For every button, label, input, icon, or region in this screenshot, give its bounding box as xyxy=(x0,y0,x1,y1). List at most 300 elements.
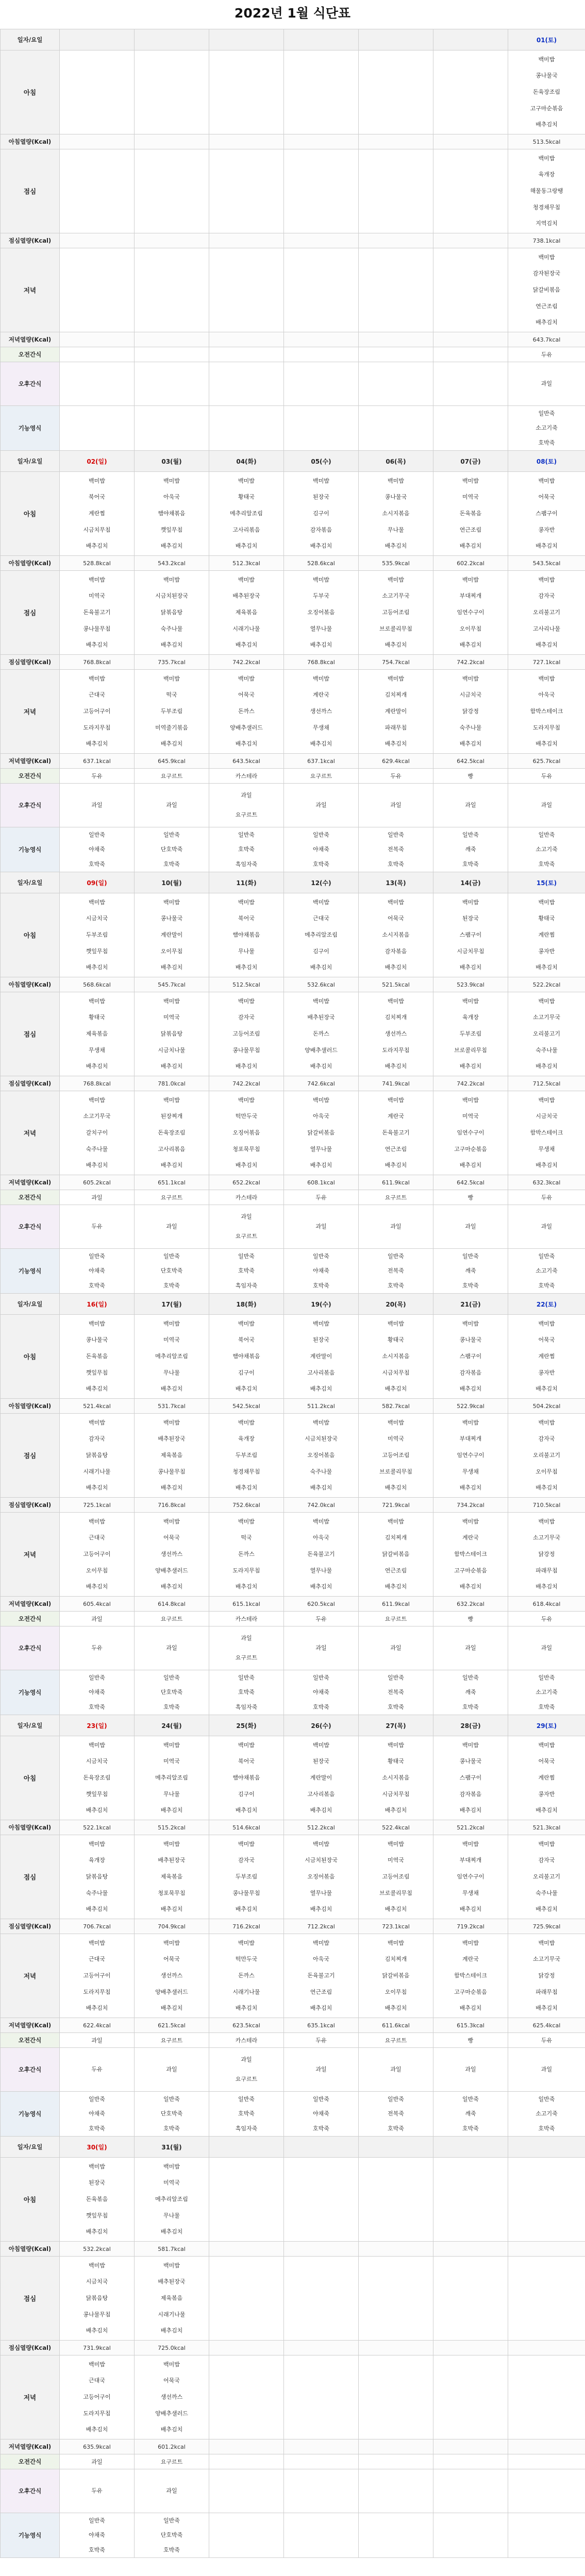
menu-item: 고등어구이 xyxy=(83,1972,111,1979)
menu-item: 배추김치 xyxy=(310,1906,332,1913)
menu-items xyxy=(359,2469,433,2513)
menu-items xyxy=(433,784,508,827)
menu-item: 백미밥 xyxy=(163,1939,180,1946)
row-label: 기능영식 xyxy=(1,1249,60,1294)
lunch-cell xyxy=(508,2257,585,2341)
dessert-cell xyxy=(135,2048,209,2092)
snack-cell: 두유 xyxy=(60,769,135,784)
breakfast-cell xyxy=(135,893,209,977)
menu-item: 오징어볶음 xyxy=(232,1129,260,1136)
menu-items xyxy=(433,992,508,1076)
lunch-cell xyxy=(433,2257,508,2341)
row-snack xyxy=(1,347,585,362)
menu-items xyxy=(433,2469,508,2513)
dinner-cell xyxy=(60,670,135,754)
menu-item: 흑임자죽 xyxy=(235,2125,258,2132)
lunch-cell xyxy=(284,2257,359,2341)
menu-items xyxy=(209,784,283,827)
row-label: 점심열량(Kcal) xyxy=(1,2341,60,2355)
menu-items xyxy=(60,1835,134,1919)
menu-items xyxy=(135,571,209,654)
dinner-cell xyxy=(209,670,284,754)
dinner-cell xyxy=(508,1513,585,1597)
kcal-cell: 727.1kcal xyxy=(508,655,585,670)
menu-item: 백미밥 xyxy=(388,576,404,583)
menu-item: 무생채 xyxy=(462,1468,479,1475)
menu-items xyxy=(60,406,134,450)
menu-item: 배추김치 xyxy=(235,2005,258,2012)
menu-items xyxy=(433,827,508,872)
menu-items xyxy=(508,2257,585,2340)
menu-item: 지역김치 xyxy=(536,220,558,227)
date-cell xyxy=(209,2137,284,2158)
row-dinner xyxy=(1,1934,585,2018)
row-label: 점심열량(Kcal) xyxy=(1,1498,60,1513)
menu-item: 배추김치 xyxy=(160,2005,183,2012)
dessert-cell xyxy=(60,1626,135,1670)
menu-items xyxy=(209,1626,283,1670)
menu-item: 고구마순볶음 xyxy=(454,1988,487,1995)
dinner-cell xyxy=(433,1513,508,1597)
menu-items xyxy=(209,2469,283,2513)
menu-items xyxy=(359,2158,433,2241)
menu-items xyxy=(433,1513,508,1596)
date-cell: 29(토) xyxy=(508,1715,585,1736)
menu-item: 떡국 xyxy=(166,691,177,699)
row-breakfast xyxy=(1,50,585,134)
menu-item: 단호박죽 xyxy=(160,1689,183,1696)
lunch-cell xyxy=(60,571,135,655)
menu-item: 백미밥 xyxy=(238,1320,255,1327)
menu-item: 두부조림 xyxy=(235,1451,258,1459)
menu-item: 백미밥 xyxy=(89,1419,105,1426)
menu-items xyxy=(508,362,585,405)
menu-item: 김치찌개 xyxy=(385,691,407,699)
menu-item: 백미밥 xyxy=(163,1419,180,1426)
menu-item: 떡만두국 xyxy=(235,1113,258,1120)
menu-items xyxy=(135,2355,209,2439)
menu-item: 닭볶음탕 xyxy=(86,1451,108,1459)
kcal-cell: 625.7kcal xyxy=(508,754,585,769)
menu-items xyxy=(209,670,283,753)
date-cell: 06(목) xyxy=(359,451,433,472)
kcal-cell xyxy=(284,2341,359,2355)
menu-items xyxy=(508,1934,585,2018)
func-cell xyxy=(359,2092,433,2137)
menu-item: 함박스테이크 xyxy=(454,1972,487,1979)
kcal-cell: 620.5kcal xyxy=(284,1597,359,1612)
menu-item: 백미밥 xyxy=(89,675,105,682)
kcal-cell xyxy=(135,134,209,149)
dinner-cell xyxy=(359,1934,433,2018)
kcal-cell: 511.2kcal xyxy=(284,1399,359,1414)
menu-item: 고구마순볶음 xyxy=(454,1145,487,1153)
kcal-cell: 742.2kcal xyxy=(433,655,508,670)
func-cell xyxy=(209,827,284,872)
menu-item: 백미밥 xyxy=(538,1096,555,1104)
menu-item: 백미밥 xyxy=(538,253,555,261)
snack-cell: 요구르트 xyxy=(135,769,209,784)
menu-item: 고구마순볶음 xyxy=(530,105,563,112)
menu-items xyxy=(359,784,433,827)
menu-item: 배추김치 xyxy=(536,1162,558,1169)
row-label: 아침 xyxy=(1,472,60,556)
menu-item: 돈육볶음 xyxy=(86,1352,108,1360)
menu-item: 해물동그랑땡 xyxy=(530,187,563,194)
menu-item: 호박죽 xyxy=(89,2546,105,2553)
row-label: 기능영식 xyxy=(1,2092,60,2137)
menu-items xyxy=(135,2257,209,2340)
menu-item: 닭갈비볶음 xyxy=(532,286,561,293)
menu-item: 과일 xyxy=(241,792,252,799)
menu-items xyxy=(209,2257,283,2340)
func-cell xyxy=(433,1249,508,1294)
menu-item: 배추김치 xyxy=(160,641,183,649)
row-label: 오전간식 xyxy=(1,1612,60,1626)
menu-item: 부대찌개 xyxy=(459,1435,482,1443)
kcal-cell: 618.4kcal xyxy=(508,1597,585,1612)
menu-item: 미역국 xyxy=(388,1857,404,1864)
menu-item: 미역국 xyxy=(462,494,479,501)
menu-item: 오리불고기 xyxy=(532,608,561,616)
kcal-cell: 781.0kcal xyxy=(135,1076,209,1091)
breakfast-cell xyxy=(508,50,585,134)
menu-item: 배추김치 xyxy=(235,1484,258,1492)
menu-item: 숙주나물 xyxy=(86,1889,108,1896)
row-date xyxy=(1,1715,585,1736)
row-dessert xyxy=(1,1205,585,1249)
dinner-cell xyxy=(60,248,135,332)
menu-item: 양배추샐러드 xyxy=(230,724,263,731)
menu-items xyxy=(60,1414,134,1497)
menu-item: 백미밥 xyxy=(163,2361,180,2368)
menu-items xyxy=(284,1315,358,1398)
dinner-cell xyxy=(508,670,585,754)
menu-item: 배추김치 xyxy=(86,1484,108,1492)
date-cell: 23(일) xyxy=(60,1715,135,1736)
dinner-cell xyxy=(433,670,508,754)
date-cell: 16(일) xyxy=(60,1294,135,1315)
menu-items xyxy=(135,893,209,977)
menu-item: 부대찌개 xyxy=(459,1857,482,1864)
menu-item: 호박죽 xyxy=(462,2125,479,2132)
menu-item: 떡만두국 xyxy=(235,1956,258,1963)
snack-cell: 과일 xyxy=(60,1612,135,1626)
menu-item: 배추김치 xyxy=(235,1583,258,1590)
menu-item: 과일 xyxy=(241,1213,252,1221)
lunch-cell xyxy=(433,1835,508,1919)
menu-item: 황태국 xyxy=(388,1758,404,1765)
menu-item: 시래기나물 xyxy=(83,1468,111,1475)
dinner-cell xyxy=(359,1513,433,1597)
menu-item: 배추김치 xyxy=(459,641,482,649)
kcal-cell: 545.7kcal xyxy=(135,977,209,992)
menu-item: 연근조림 xyxy=(459,526,482,533)
menu-item: 백미밥 xyxy=(89,1320,105,1327)
menu-items xyxy=(209,1091,283,1175)
snack-cell xyxy=(508,2454,585,2469)
menu-items xyxy=(135,1091,209,1175)
row-date xyxy=(1,1294,585,1315)
row-dessert xyxy=(1,362,585,406)
menu-items xyxy=(433,1205,508,1248)
menu-item: 배추된장국 xyxy=(158,1435,186,1443)
menu-item: 감자볶음 xyxy=(310,526,332,533)
menu-item: 호박죽 xyxy=(163,2125,180,2132)
menu-item: 백미밥 xyxy=(538,576,555,583)
row-label: 점심 xyxy=(1,1414,60,1498)
menu-item: 연근조림 xyxy=(385,1567,407,1574)
menu-item: 깨죽 xyxy=(465,846,476,853)
menu-items xyxy=(284,893,358,977)
menu-items xyxy=(284,1736,358,1820)
menu-item: 황태국 xyxy=(238,494,255,501)
row-dinner-kcal xyxy=(1,2018,585,2033)
menu-item: 배추김치 xyxy=(86,1906,108,1913)
breakfast-cell xyxy=(209,893,284,977)
row-lunch-kcal xyxy=(1,2341,585,2355)
date-cell xyxy=(284,29,359,50)
snack-cell: 두유 xyxy=(508,1190,585,1205)
row-label: 아침 xyxy=(1,2158,60,2242)
menu-item: 백미밥 xyxy=(538,56,555,63)
menu-item: 배추김치 xyxy=(86,543,108,550)
kcal-cell xyxy=(433,134,508,149)
menu-item: 임연수구이 xyxy=(457,608,484,616)
row-dinner-kcal xyxy=(1,754,585,769)
menu-item: 배추김치 xyxy=(536,1484,558,1492)
date-cell: 21(금) xyxy=(433,1294,508,1315)
lunch-cell xyxy=(209,1414,284,1498)
menu-item: 제육볶음 xyxy=(86,1030,108,1037)
kcal-cell: 734.2kcal xyxy=(433,1498,508,1513)
date-cell: 18(화) xyxy=(209,1294,284,1315)
menu-item: 호박죽 xyxy=(538,860,555,868)
menu-item: 백미밥 xyxy=(238,1939,255,1946)
date-cell: 13(목) xyxy=(359,872,433,893)
menu-item: 돈육볶음 xyxy=(86,2195,108,2202)
menu-items xyxy=(508,406,585,450)
menu-item: 백미밥 xyxy=(163,2262,180,2269)
breakfast-cell xyxy=(209,1315,284,1399)
menu-items xyxy=(359,1315,433,1398)
menu-items xyxy=(135,1315,209,1398)
menu-item: 김치찌개 xyxy=(385,1956,407,1963)
menu-item: 콩자반 xyxy=(538,526,555,533)
menu-item: 깨죽 xyxy=(465,1689,476,1696)
menu-item: 배추김치 xyxy=(459,1906,482,1913)
kcal-cell xyxy=(359,2242,433,2257)
menu-item: 배추김치 xyxy=(86,641,108,649)
menu-item: 과일 xyxy=(166,802,177,808)
kcal-cell xyxy=(209,2341,284,2355)
lunch-cell xyxy=(433,992,508,1076)
menu-items xyxy=(60,784,134,827)
kcal-cell: 622.4kcal xyxy=(60,2018,135,2033)
kcal-cell: 605.2kcal xyxy=(60,1175,135,1190)
kcal-cell xyxy=(60,332,135,347)
row-label: 오후간식 xyxy=(1,2469,60,2513)
kcal-cell: 632.3kcal xyxy=(508,1175,585,1190)
menu-item: 배추김치 xyxy=(459,2005,482,2012)
menu-item: 일반죽 xyxy=(462,831,479,838)
breakfast-cell xyxy=(284,472,359,556)
menu-items xyxy=(508,149,585,233)
lunch-cell xyxy=(284,1414,359,1498)
kcal-cell: 532.6kcal xyxy=(284,977,359,992)
menu-item: 두부조림 xyxy=(160,707,183,715)
menu-item: 배추김치 xyxy=(160,543,183,550)
func-cell xyxy=(508,1670,585,1715)
row-label: 오전간식 xyxy=(1,347,60,362)
menu-item: 시금치된장국 xyxy=(155,592,188,600)
menu-item: 백미밥 xyxy=(538,675,555,682)
row-lunch xyxy=(1,1835,585,1919)
snack-cell: 카스테라 xyxy=(209,1190,284,1205)
kcal-cell: 754.7kcal xyxy=(359,655,433,670)
kcal-cell: 625.4kcal xyxy=(508,2018,585,2033)
menu-item: 백미밥 xyxy=(388,1840,404,1848)
dinner-cell xyxy=(433,2355,508,2439)
menu-items xyxy=(135,1736,209,1820)
menu-items xyxy=(135,784,209,827)
menu-item: 근대국 xyxy=(89,1956,105,1963)
row-label: 오후간식 xyxy=(1,2048,60,2092)
menu-item: 오이무침 xyxy=(536,1468,558,1475)
menu-item: 배추김치 xyxy=(385,641,407,649)
menu-item: 백미밥 xyxy=(462,477,479,484)
dessert-cell xyxy=(135,1626,209,1670)
menu-item: 야채죽 xyxy=(89,2110,105,2117)
menu-item: 감자국 xyxy=(538,1857,555,1864)
menu-item: 북어국 xyxy=(238,915,255,922)
date-cell: 20(목) xyxy=(359,1294,433,1315)
menu-items xyxy=(433,1414,508,1497)
row-label: 일자/요일 xyxy=(1,1715,60,1736)
menu-item: 전복죽 xyxy=(388,1689,404,1696)
kcal-cell: 521.2kcal xyxy=(433,1820,508,1835)
row-label: 아침열량(Kcal) xyxy=(1,977,60,992)
menu-item: 배추김치 xyxy=(86,1807,108,1814)
lunch-cell xyxy=(508,571,585,655)
snack-cell xyxy=(433,347,508,362)
menu-items xyxy=(209,472,283,555)
menu-item: 미역국 xyxy=(388,1435,404,1443)
menu-item: 백미밥 xyxy=(163,1840,180,1848)
dessert-cell xyxy=(508,1626,585,1670)
menu-items xyxy=(284,670,358,753)
snack-cell: 빵 xyxy=(433,769,508,784)
menu-item: 백미밥 xyxy=(388,1096,404,1104)
snack-cell: 카스테라 xyxy=(209,769,284,784)
menu-item: 단호박죽 xyxy=(160,2532,183,2538)
kcal-cell xyxy=(284,332,359,347)
menu-item: 전복죽 xyxy=(388,2110,404,2117)
kcal-cell xyxy=(433,2341,508,2355)
lunch-cell xyxy=(135,992,209,1076)
func-cell xyxy=(359,1670,433,1715)
menu-item: 소고기죽 xyxy=(536,1689,558,1696)
menu-items xyxy=(359,670,433,753)
row-dinner xyxy=(1,2355,585,2439)
func-cell xyxy=(433,1670,508,1715)
lunch-cell xyxy=(508,992,585,1076)
menu-items xyxy=(359,1513,433,1596)
kcal-cell xyxy=(209,2439,284,2454)
menu-item: 단호박죽 xyxy=(160,1267,183,1274)
menu-item: 연근조림 xyxy=(536,302,558,310)
menu-item: 햄야채볶음 xyxy=(232,1774,260,1781)
menu-items xyxy=(209,1513,283,1596)
menu-item: 과일 xyxy=(241,1635,252,1642)
breakfast-cell xyxy=(359,893,433,977)
menu-items xyxy=(135,362,209,405)
menu-item: 배추김치 xyxy=(459,1385,482,1393)
menu-item: 흑임자죽 xyxy=(235,1703,258,1710)
menu-item: 무나물 xyxy=(238,947,255,955)
menu-item: 호박죽 xyxy=(238,1267,255,1274)
lunch-cell xyxy=(60,1835,135,1919)
menu-item: 감자된장국 xyxy=(532,270,561,277)
menu-items xyxy=(508,1513,585,1596)
menu-items xyxy=(359,1835,433,1919)
menu-item: 콩나물국 xyxy=(385,494,407,501)
kcal-cell xyxy=(60,134,135,149)
menu-item: 계란말이 xyxy=(310,1352,332,1360)
menu-item: 일반죽 xyxy=(313,1252,329,1260)
menu-items xyxy=(60,1091,134,1175)
menu-item: 두부조림 xyxy=(86,931,108,938)
breakfast-cell xyxy=(433,2158,508,2242)
menu-items xyxy=(209,1249,283,1293)
menu-item: 숙주나물 xyxy=(86,1145,108,1153)
row-dessert xyxy=(1,2469,585,2513)
row-label: 오전간식 xyxy=(1,2454,60,2469)
lunch-cell xyxy=(359,149,433,233)
menu-item: 일반죽 xyxy=(313,831,329,838)
menu-item: 배추김치 xyxy=(310,964,332,971)
menu-item: 육개장 xyxy=(462,1014,479,1021)
menu-item: 미역국 xyxy=(89,592,105,600)
menu-item: 과일 xyxy=(315,1645,327,1651)
func-cell xyxy=(433,827,508,872)
menu-item: 감자국 xyxy=(238,1857,255,1864)
snack-cell xyxy=(284,347,359,362)
menu-items xyxy=(284,2513,358,2557)
row-label: 저녁열량(Kcal) xyxy=(1,1597,60,1612)
date-cell xyxy=(433,2137,508,2158)
lunch-cell xyxy=(359,1835,433,1919)
menu-items xyxy=(508,248,585,332)
menu-item: 배추김치 xyxy=(459,740,482,748)
menu-item: 백미밥 xyxy=(238,675,255,682)
menu-item: 호박죽 xyxy=(538,1703,555,1710)
dinner-cell xyxy=(284,2355,359,2439)
menu-item: 과일 xyxy=(541,380,553,387)
kcal-cell: 523.9kcal xyxy=(433,977,508,992)
menu-item: 닭강정 xyxy=(538,1972,555,1979)
menu-item: 돈육장조림 xyxy=(532,88,561,95)
row-label: 일자/요일 xyxy=(1,2137,60,2158)
menu-item: 배추김치 xyxy=(459,543,482,550)
lunch-cell xyxy=(209,992,284,1076)
menu-item: 배추김치 xyxy=(536,319,558,326)
menu-items xyxy=(508,2158,585,2241)
row-dinner xyxy=(1,1091,585,1175)
menu-item: 백미밥 xyxy=(238,1741,255,1749)
menu-items xyxy=(433,362,508,405)
menu-item: 청포묵무침 xyxy=(158,1889,186,1896)
